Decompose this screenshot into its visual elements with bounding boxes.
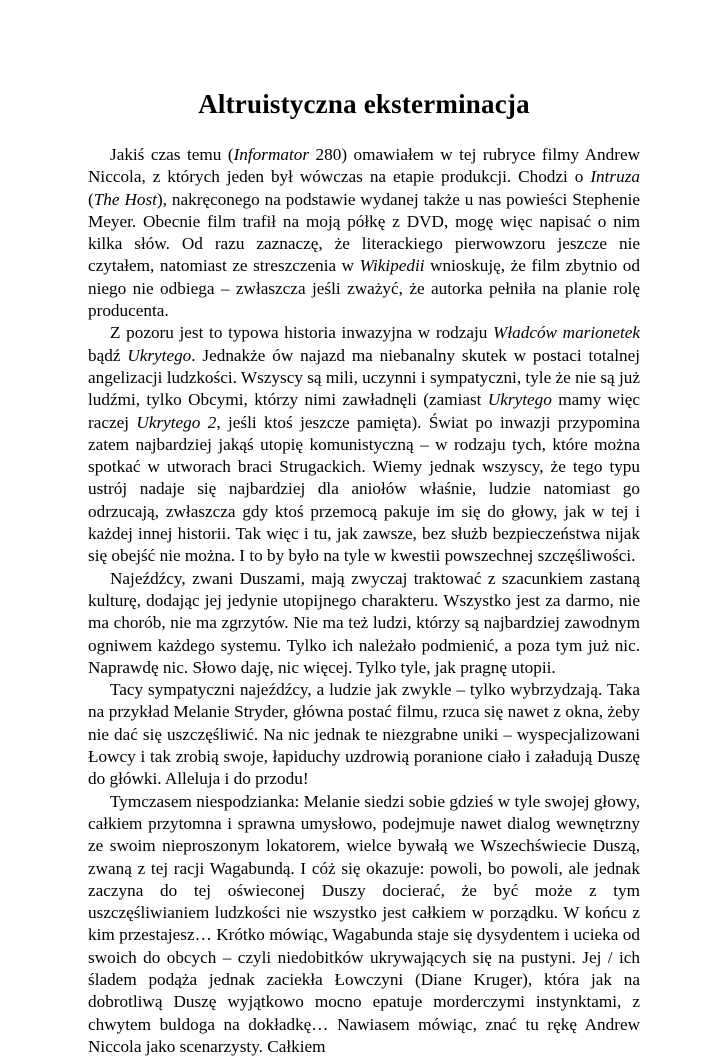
- text-run: (: [88, 189, 94, 209]
- text-run: bądź: [88, 345, 128, 365]
- text-run: mamy więc raczej: [88, 390, 640, 432]
- text-run: 280) omawiałem w tej rubryce filmy Andrew Niccola, z których jeden był wówczas na etapie produkcji. Chodzi o: [88, 145, 641, 187]
- italic-text-run: Władców marionetek: [493, 323, 640, 343]
- text-run: Tymczasem niespodzianka: Melanie siedzi sobie gdzieś w tyle swojej głowy, całkiem przytomna i sprawna umysłowo, podejmuje nawet dialog wewnętrzny ze swoim nieproszonym lokatorem, wielce bywałą we Wszechświecie Duszą, zwaną z tej racji Wagabundą. I cóż się okazuje: powoli, bo powoli, ale jednak zaczyna do tej oświeconej Duszy docierać, że być może z tym uszczęśliwianiem ludzkości nie wszystko jest całkiem w porządku. W końcu z kim przestajesz… Krótko mówiąc, Wagabunda staje się dysydentem i ucieka od swoich do obcych – czyli niedobitków ukrywających się na pustyni. Jej / ich śladem podąża jednak zaciekła Łowczyni (Diane Kruger), która jak na dobrotliwą Duszę wyjątkowo mocno epatuje morderczymi instynktami, z chwytem buldoga na dokładkę… Nawiasem mówiąc, znać tu rękę Andrew Niccola jako scenarzysty. Całkiem: [88, 791, 640, 1056]
- paragraph-5: [88, 791, 640, 1058]
- paragraph-3: [88, 568, 640, 679]
- text-run: wnioskuję, że film zbytnio od niego nie odbiega – zwłaszcza jeśli zważyć, że autorka pełniła na planie rolę producenta.: [88, 256, 640, 321]
- text-run: . Jednakże ów najazd ma niebanalny skutek w postaci totalnej angelizacji ludzkości. Wszyscy są mili, uczynni i sympatyczni, tyle że nie są już ludźmi, tylko Obcymi, którzy nimi zawładnęli (zamiast: [88, 345, 640, 410]
- italic-text-run: Ukrytego 2: [136, 412, 217, 432]
- article-title: Altruistyczna eksterminacja: [198, 89, 530, 119]
- italic-text-run: Ukrytego: [487, 390, 552, 410]
- italic-text-run: Intruza: [590, 167, 640, 187]
- italic-text-run: Ukrytego: [127, 345, 192, 365]
- italic-text-run: The Host: [93, 189, 157, 209]
- text-run: Jakiś czas temu (: [110, 145, 234, 164]
- paragraph-1: [88, 144, 640, 322]
- text-run: Tacy sympatyczni najeźdźcy, a ludzie jak zwykle – tylko wybrzydzają. Taka na przykład Melanie Stryder, główna postać filmu, rzuca się nawet z okna, żeby nie dać się uszczęśliwić. Na nic jednak te niezgrabne uniki – wyspecjalizowani Łowcy i tak zrobią swoje, łapiduchy uzdrowią poranione ciało i załadują Duszę do główki. Alleluja i do przodu!: [88, 680, 640, 789]
- paragraph-2: [88, 322, 640, 567]
- text-run: , jeśli ktoś jeszcze pamięta). Świat po inwazji przypomina zatem najbardziej jakąś utopię komunistyczną – w rodzaju tych, które można spotkać w utworach braci Strugackich. Wiemy jednak wszyscy, że tego typu ustrój nadaje się najbardziej dla aniołów właśnie, ludzie natomiast go odrzucają, zwłaszcza gdy ktoś przemocą pakuje im się do głowy, jak w tej i każdej innej historii. Tak więc i tu, jak zawsze, bez służb bezpieczeństwa nijak się obejść nie można. I to by było na tyle w kwestii powszechnej szczęśliwości.: [88, 412, 641, 566]
- italic-text-run: Informator: [233, 145, 310, 164]
- paragraph-4: [88, 679, 640, 790]
- text-run: ), nakręconego na podstawie wydanej także u nas powieści Stephenie Meyer. Obecnie film trafił na moją półkę z DVD, mogę więc napisać o nim kilka słów. Od razu zaznaczę, że literackiego pierwowzoru jeszcze nie czytałem, natomiast ze streszczenia w: [88, 189, 640, 276]
- italic-text-run: Wikipedii: [359, 256, 425, 276]
- text-run: Najeźdźcy, zwani Duszami, mają zwyczaj traktować z szacunkiem zastaną kulturę, dodając jej jedynie utopijnego charakteru. Wszystko jest za darmo, nie ma chorób, nie ma zgrzytów. Nie ma też ludzi, którzy są najbardziej zawodnym ogniwem każdego systemu. Tylko ich należało podmienić, a poza tym już nic. Naprawdę nic. Słowo daję, nic więcej. Tylko tyle, jak pragnę utopii.: [88, 568, 640, 677]
- text-run: Z pozoru jest to typowa historia inwazyjna w rodzaju: [110, 323, 494, 343]
- article-body: [88, 144, 640, 1058]
